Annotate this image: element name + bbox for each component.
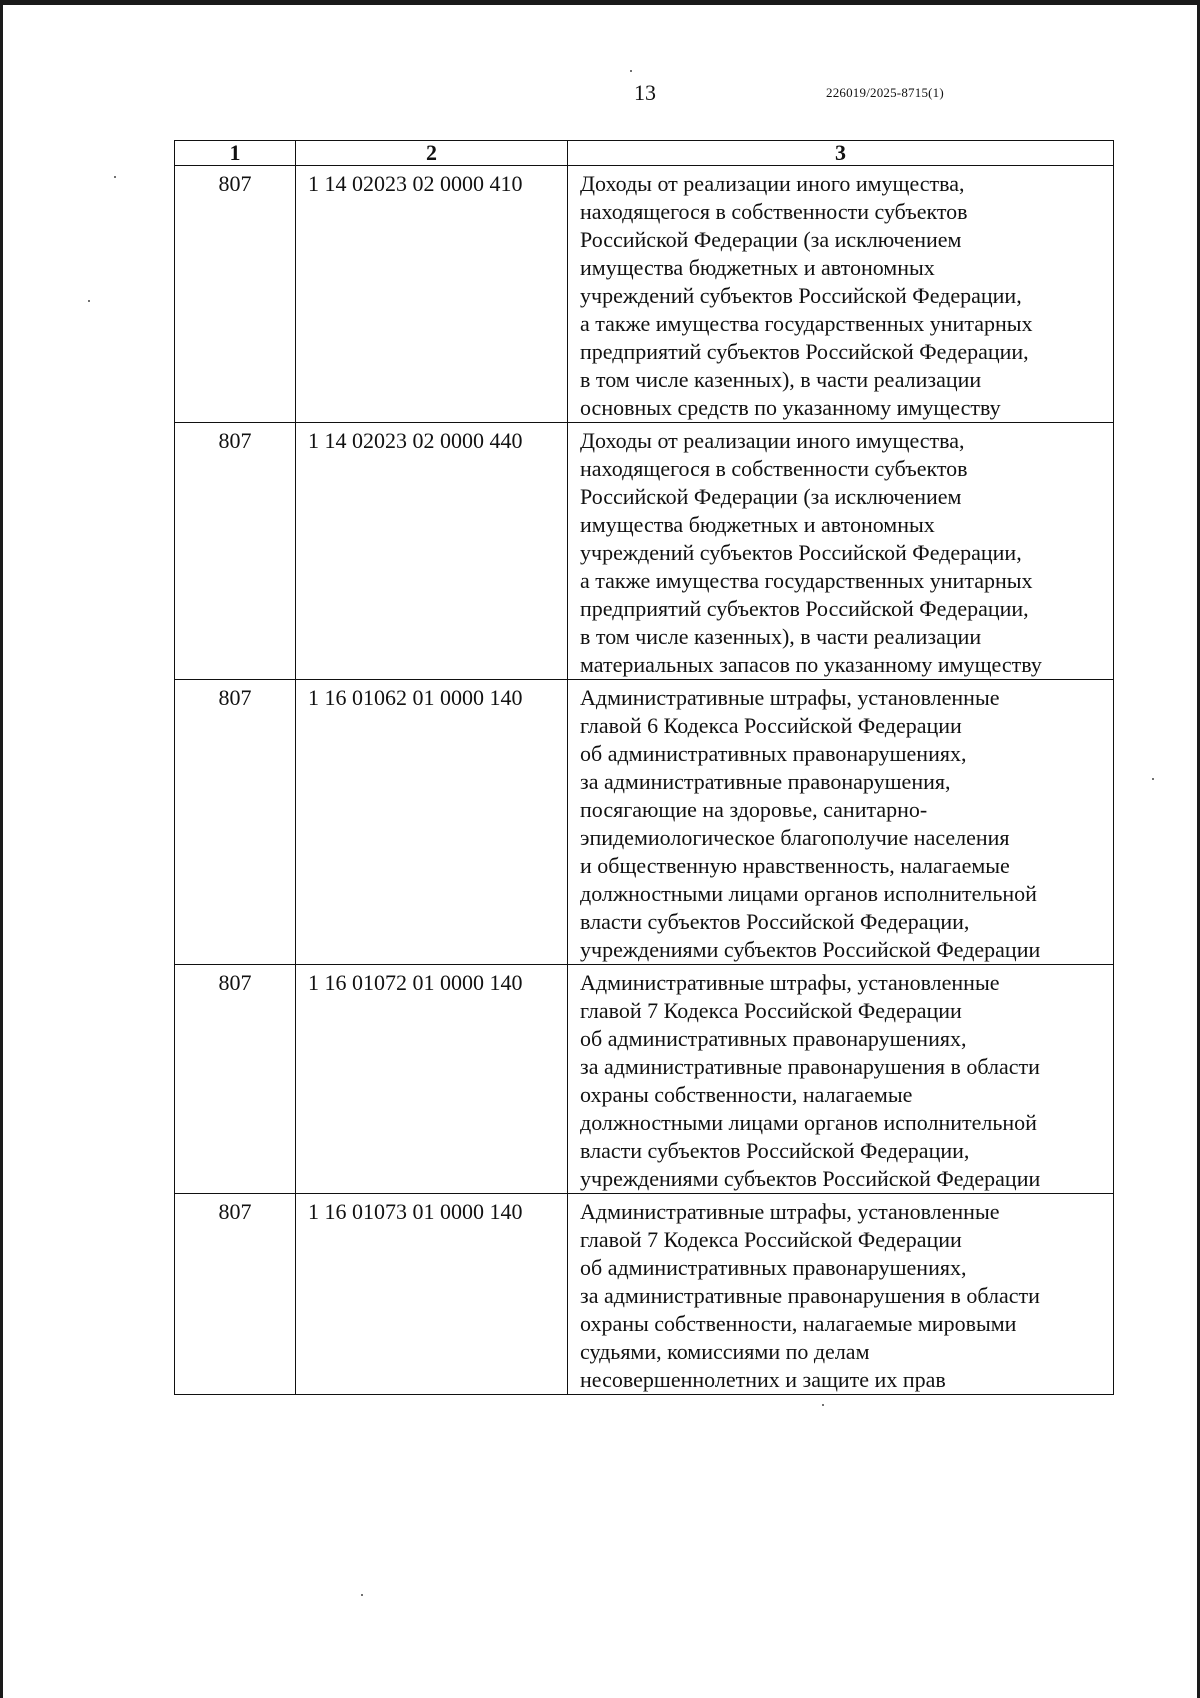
table-header-row xyxy=(175,141,1114,166)
description-line: Административные штрафы, установленные xyxy=(580,685,1000,710)
description-line: охраны собственности, налагаемые xyxy=(580,1082,913,1107)
revenue-codes-table xyxy=(174,140,1114,1395)
description-line: власти субъектов Российской Федерации, xyxy=(580,909,970,934)
column-header-1: 1 xyxy=(175,141,296,166)
description-line: в том числе казенных), в части реализации xyxy=(580,624,982,649)
revenue-description-cell xyxy=(568,965,1114,1194)
description-line: за административные правонарушения, xyxy=(580,769,951,794)
description-line: учреждениями субъектов Российской Федерации xyxy=(580,937,1041,962)
scan-speck xyxy=(1152,778,1154,780)
scan-speck xyxy=(630,70,632,72)
admin-code-cell: 807 xyxy=(175,680,296,965)
table-row xyxy=(175,680,1114,965)
budget-classification-code-cell: 1 16 01072 01 0000 140 xyxy=(296,965,568,1194)
scan-speck xyxy=(361,1594,363,1596)
document-id: 226019/2025-8715(1) xyxy=(826,85,944,100)
description-line: а также имущества государственных унитарных xyxy=(580,568,1033,593)
admin-code-cell: 807 xyxy=(175,166,296,423)
admin-code-cell: 807 xyxy=(175,965,296,1194)
table-row xyxy=(175,965,1114,1194)
table-row xyxy=(175,423,1114,680)
description-line: об административных правонарушениях, xyxy=(580,1026,967,1051)
description-line: эпидемиологическое благополучие населения xyxy=(580,825,1010,850)
description-line: имущества бюджетных и автономных xyxy=(580,512,935,537)
description-line: а также имущества государственных унитарных xyxy=(580,311,1033,336)
description-line: имущества бюджетных и автономных xyxy=(580,255,935,280)
description-line: находящегося в собственности субъектов xyxy=(580,456,968,481)
description-line: Российской Федерации (за исключением xyxy=(580,484,962,509)
description-line: учреждений субъектов Российской Федерации, xyxy=(580,283,1022,308)
budget-classification-code-cell: 1 16 01062 01 0000 140 xyxy=(296,680,568,965)
scan-speck xyxy=(822,1404,824,1406)
description-line: предприятий субъектов Российской Федерации, xyxy=(580,596,1029,621)
description-line: главой 7 Кодекса Российской Федерации xyxy=(580,998,962,1023)
description-line: Доходы от реализации иного имущества, xyxy=(580,428,965,453)
description-line: Доходы от реализации иного имущества, xyxy=(580,171,965,196)
description-line: власти субъектов Российской Федерации, xyxy=(580,1138,970,1163)
admin-code-cell: 807 xyxy=(175,423,296,680)
column-header-2: 2 xyxy=(296,141,568,166)
scan-speck xyxy=(88,300,90,302)
description-line: судьями, комиссиями по делам xyxy=(580,1339,870,1364)
description-line: несовершеннолетних и защите их прав xyxy=(580,1367,946,1392)
column-header-3: 3 xyxy=(568,141,1114,166)
budget-classification-code-cell: 1 16 01073 01 0000 140 xyxy=(296,1194,568,1395)
description-line: Административные штрафы, установленные xyxy=(580,970,1000,995)
revenue-description-cell xyxy=(568,1194,1114,1395)
scan-border-left xyxy=(0,0,3,1698)
description-line: главой 7 Кодекса Российской Федерации xyxy=(580,1227,962,1252)
description-line: должностными лицами органов исполнительной xyxy=(580,881,1037,906)
budget-classification-code-cell: 1 14 02023 02 0000 440 xyxy=(296,423,568,680)
description-line: главой 6 Кодекса Российской Федерации xyxy=(580,713,962,738)
description-line: в том числе казенных), в части реализации xyxy=(580,367,982,392)
table-row xyxy=(175,166,1114,423)
table-row xyxy=(175,1194,1114,1395)
revenue-description-cell xyxy=(568,680,1114,965)
description-line: за административные правонарушения в области xyxy=(580,1054,1040,1079)
revenue-description-cell xyxy=(568,166,1114,423)
description-line: учреждений субъектов Российской Федерации, xyxy=(580,540,1022,565)
description-line: материальных запасов по указанному имуществу xyxy=(580,652,1042,677)
description-line: основных средств по указанному имуществу xyxy=(580,395,1001,420)
description-line: об административных правонарушениях, xyxy=(580,1255,967,1280)
revenue-description-cell xyxy=(568,423,1114,680)
table-body xyxy=(175,166,1114,1395)
description-line: должностными лицами органов исполнительной xyxy=(580,1110,1037,1135)
description-line: находящегося в собственности субъектов xyxy=(580,199,968,224)
description-line: предприятий субъектов Российской Федерации, xyxy=(580,339,1029,364)
description-line: посягающие на здоровье, санитарно- xyxy=(580,797,928,822)
description-line: об административных правонарушениях, xyxy=(580,741,967,766)
description-line: за административные правонарушения в области xyxy=(580,1283,1040,1308)
description-line: учреждениями субъектов Российской Федерации xyxy=(580,1166,1041,1191)
budget-classification-code-cell: 1 14 02023 02 0000 410 xyxy=(296,166,568,423)
page-number: 13 xyxy=(634,80,656,105)
scan-border-top xyxy=(0,0,1200,5)
description-line: охраны собственности, налагаемые мировыми xyxy=(580,1311,1017,1336)
scan-speck xyxy=(114,176,116,178)
description-line: Административные штрафы, установленные xyxy=(580,1199,1000,1224)
admin-code-cell: 807 xyxy=(175,1194,296,1395)
description-line: и общественную нравственность, налагаемые xyxy=(580,853,1010,878)
description-line: Российской Федерации (за исключением xyxy=(580,227,962,252)
